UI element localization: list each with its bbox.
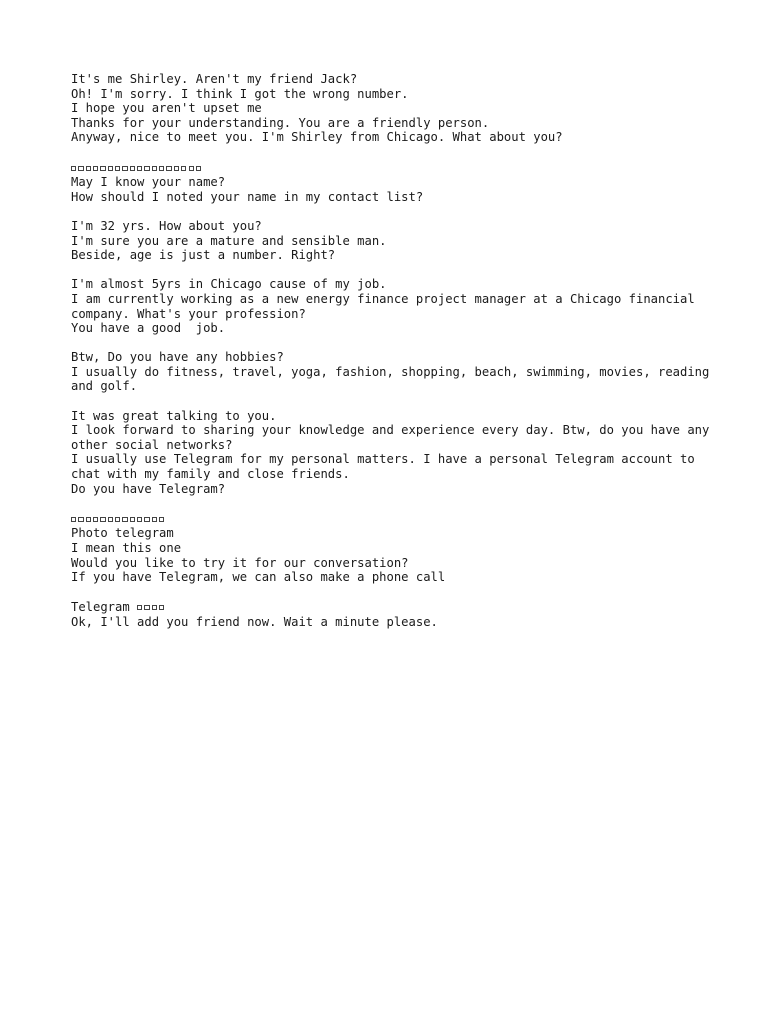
missing-glyph-box [159, 517, 164, 522]
text-line: I'm sure you are a mature and sensible man. [71, 233, 387, 248]
text-line: You have a good job. [71, 321, 226, 336]
text-line: Btw, Do you have any hobbies? [71, 350, 284, 365]
text-line: Ok, I'll add you friend now. Wait a minute please. [71, 614, 438, 629]
missing-glyph-boxes [137, 599, 166, 605]
missing-glyph-box [115, 517, 120, 522]
missing-glyph-box [108, 166, 113, 171]
text-line: I am currently working as a new energy finance project manager at a Chicago financial company. What's your profession? [71, 291, 703, 321]
text-line: Photo telegram [71, 526, 174, 541]
text-line: It was great talking to you. [71, 408, 277, 423]
missing-glyph-box [93, 517, 98, 522]
missing-glyph-box [152, 166, 157, 171]
missing-glyph-line [71, 511, 711, 527]
missing-glyph-box [86, 166, 91, 171]
missing-glyph-box [166, 166, 171, 171]
text-line: I mean this one [71, 541, 182, 555]
paragraph [71, 160, 711, 205]
missing-glyph-box [78, 517, 83, 522]
missing-glyph-box [100, 166, 105, 171]
text-line: If you have Telegram, we can also make a phone call [71, 570, 446, 585]
missing-glyph-box [196, 166, 201, 171]
missing-glyph-box [144, 166, 149, 171]
missing-glyph-box [108, 517, 113, 522]
text-line: Oh! I'm sorry. I think I got the wrong number. [71, 86, 409, 101]
text-line: I'm 32 yrs. How about you? [71, 218, 262, 233]
text-line: Beside, age is just a number. Right? [71, 248, 336, 263]
text-line: Thanks for your understanding. You are a friendly person. [71, 115, 490, 130]
text-line: Would you like to try it for our conversation? [71, 555, 409, 570]
missing-glyph-box [137, 166, 142, 171]
text-line: I usually use Telegram for my personal matters. I have a personal Telegram account to chat with my family and close friends. [71, 452, 703, 482]
text-line: I usually do fitness, travel, yoga, fashion, shopping, beach, swimming, movies, reading and golf. [71, 364, 717, 394]
text-line: Do you have Telegram? [71, 481, 226, 496]
missing-glyph-box [152, 517, 157, 522]
missing-glyph-box [159, 605, 164, 610]
missing-glyph-box [181, 166, 186, 171]
text-line: Anyway, nice to meet you. I'm Shirley from Chicago. What about you? [71, 130, 563, 145]
text-fragment: Telegram [71, 600, 138, 615]
missing-glyph-box [137, 517, 142, 522]
missing-glyph-boxes [71, 160, 203, 166]
missing-glyph-line [71, 160, 711, 176]
text-line: I hope you aren't upset me [71, 101, 262, 116]
missing-glyph-box [144, 605, 149, 610]
text-line: It's me Shirley. Aren't my friend Jack? [71, 72, 358, 86]
paragraph [71, 277, 711, 335]
text-line: I look forward to sharing your knowledge and experience every day. Btw, do you have any other social networks? [71, 423, 717, 452]
text-line: How should I noted your name in my contact list? [71, 189, 424, 204]
paragraph [71, 511, 711, 585]
missing-glyph-box [71, 166, 76, 171]
missing-glyph-box [174, 166, 179, 171]
missing-glyph-boxes [71, 511, 166, 517]
missing-glyph-box [159, 166, 164, 171]
paragraph [71, 72, 711, 145]
mixed-line [71, 599, 711, 615]
missing-glyph-box [115, 166, 120, 171]
missing-glyph-box [137, 605, 142, 610]
missing-glyph-box [86, 517, 91, 522]
missing-glyph-box [78, 166, 83, 171]
paragraph [71, 350, 717, 394]
paragraph [71, 219, 711, 263]
paragraph [71, 599, 711, 629]
missing-glyph-box [130, 517, 135, 522]
paragraph [71, 408, 717, 497]
missing-glyph-box [189, 166, 194, 171]
text-line: I'm almost 5yrs in Chicago cause of my job. [71, 277, 387, 292]
text-line: May I know your name? [71, 175, 226, 190]
missing-glyph-box [122, 166, 127, 171]
missing-glyph-box [93, 166, 98, 171]
document-page [71, 72, 717, 644]
missing-glyph-box [130, 166, 135, 171]
missing-glyph-box [144, 517, 149, 522]
missing-glyph-box [71, 517, 76, 522]
missing-glyph-box [122, 517, 127, 522]
missing-glyph-box [152, 605, 157, 610]
missing-glyph-box [100, 517, 105, 522]
